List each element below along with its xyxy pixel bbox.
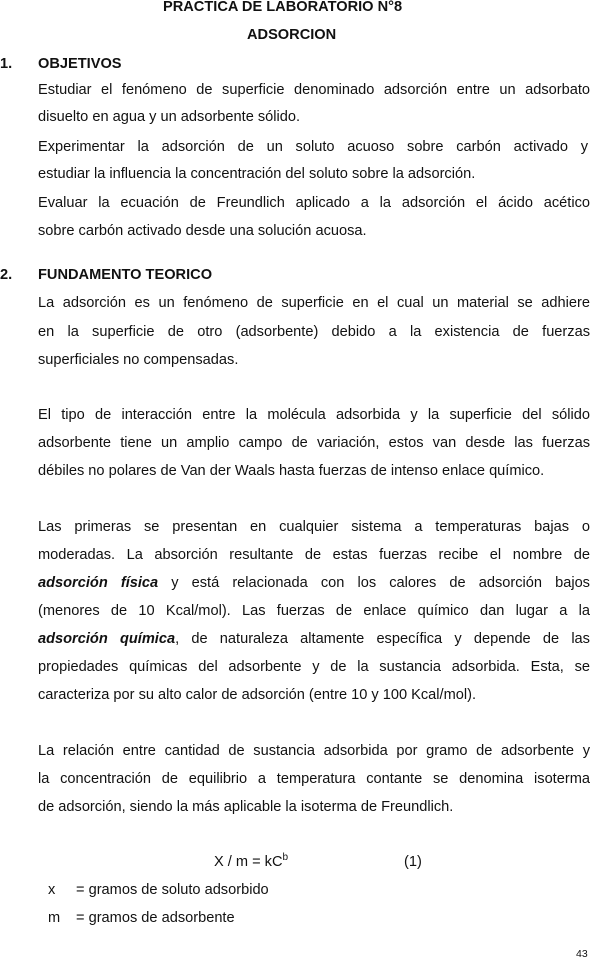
objective-line: disuelto en agua y un adsorbente sólido. xyxy=(38,109,301,125)
page-title: PRACTICA DE LABORATORIO N°8 xyxy=(163,0,403,15)
definition-symbol: x xyxy=(48,882,56,898)
paragraph-line xyxy=(38,574,590,592)
paragraph-line: La relación entre cantidad de sustancia adsorbida por gramo de adsorbente y xyxy=(38,743,590,759)
definition-text: = gramos de adsorbente xyxy=(76,910,235,926)
paragraph-line: la concentración de equilibrio a temperatura contante se denomina isoterma xyxy=(38,771,590,787)
paragraph-line: El tipo de interacción entre la molécula adsorbida y la superficie del sólido xyxy=(38,407,590,423)
equation-exponent: b xyxy=(282,852,289,863)
objective-line: estudiar la influencia la concentración del soluto sobre la adsorción. xyxy=(38,166,476,182)
page-number: 43 xyxy=(576,948,588,960)
paragraph-line: moderadas. La absorción resultante de estas fuerzas recibe el nombre de xyxy=(38,547,590,563)
paragraph-line: adsorbente tiene un amplio campo de variación, estos van desde las fuerzas xyxy=(38,435,590,451)
paragraph-line: débiles no polares de Van der Waals hasta fuerzas de intenso enlace químico. xyxy=(38,463,545,479)
paragraph-line xyxy=(38,630,590,648)
equation-number: (1) xyxy=(404,854,422,870)
definition-symbol: m xyxy=(48,910,61,926)
paragraph-line: (menores de 10 Kcal/mol). Las fuerzas de enlace químico dan lugar a la xyxy=(38,603,590,619)
objective-line: sobre carbón activado desde una solución acuosa. xyxy=(38,223,367,239)
objective-line: Evaluar la ecuación de Freundlich aplicado a la adsorción el ácido acético xyxy=(38,195,590,211)
paragraph-line: Las primeras se presentan en cualquier sistema a temperaturas bajas o xyxy=(38,519,590,535)
term-adsorcion-quimica: adsorción química xyxy=(38,631,176,647)
paragraph-line: caracteriza por su alto calor de adsorción (entre 10 y 100 Kcal/mol). xyxy=(38,687,477,703)
section-number-1: 1. xyxy=(0,56,13,72)
paragraph-line: La adsorción es un fenómeno de superficie en el cual un material se adhiere xyxy=(38,295,590,311)
section-heading-objetivos: OBJETIVOS xyxy=(38,56,122,72)
paragraph-line: superficiales no compensadas. xyxy=(38,352,239,368)
term-adsorcion-fisica: adsorción física xyxy=(38,575,159,591)
paragraph-line: de adsorción, siendo la más aplicable la isoterma de Freundlich. xyxy=(38,799,454,815)
paragraph-line: en la superficie de otro (adsorbente) debido a la existencia de fuerzas xyxy=(38,324,590,340)
paragraph-text: y está relacionada con los calores de adsorción bajos xyxy=(158,575,590,591)
equation-lhs: X / m = kC xyxy=(214,854,283,870)
objective-line: Experimentar la adsorción de un soluto acuoso sobre carbón activado y xyxy=(38,139,588,155)
definition-text: = gramos de soluto adsorbido xyxy=(76,882,269,898)
section-heading-fundamento: FUNDAMENTO TEORICO xyxy=(38,267,213,283)
page-subtitle: ADSORCION xyxy=(247,27,337,43)
section-number-2: 2. xyxy=(0,267,13,283)
objective-line: Estudiar el fenómeno de superficie denominado adsorción entre un adsorbato xyxy=(38,82,590,98)
freundlich-equation xyxy=(214,853,288,871)
paragraph-line: propiedades químicas del adsorbente y de la sustancia adsorbida. Esta, se xyxy=(38,659,590,675)
paragraph-text: , de naturaleza altamente específica y depende de las xyxy=(175,631,590,647)
